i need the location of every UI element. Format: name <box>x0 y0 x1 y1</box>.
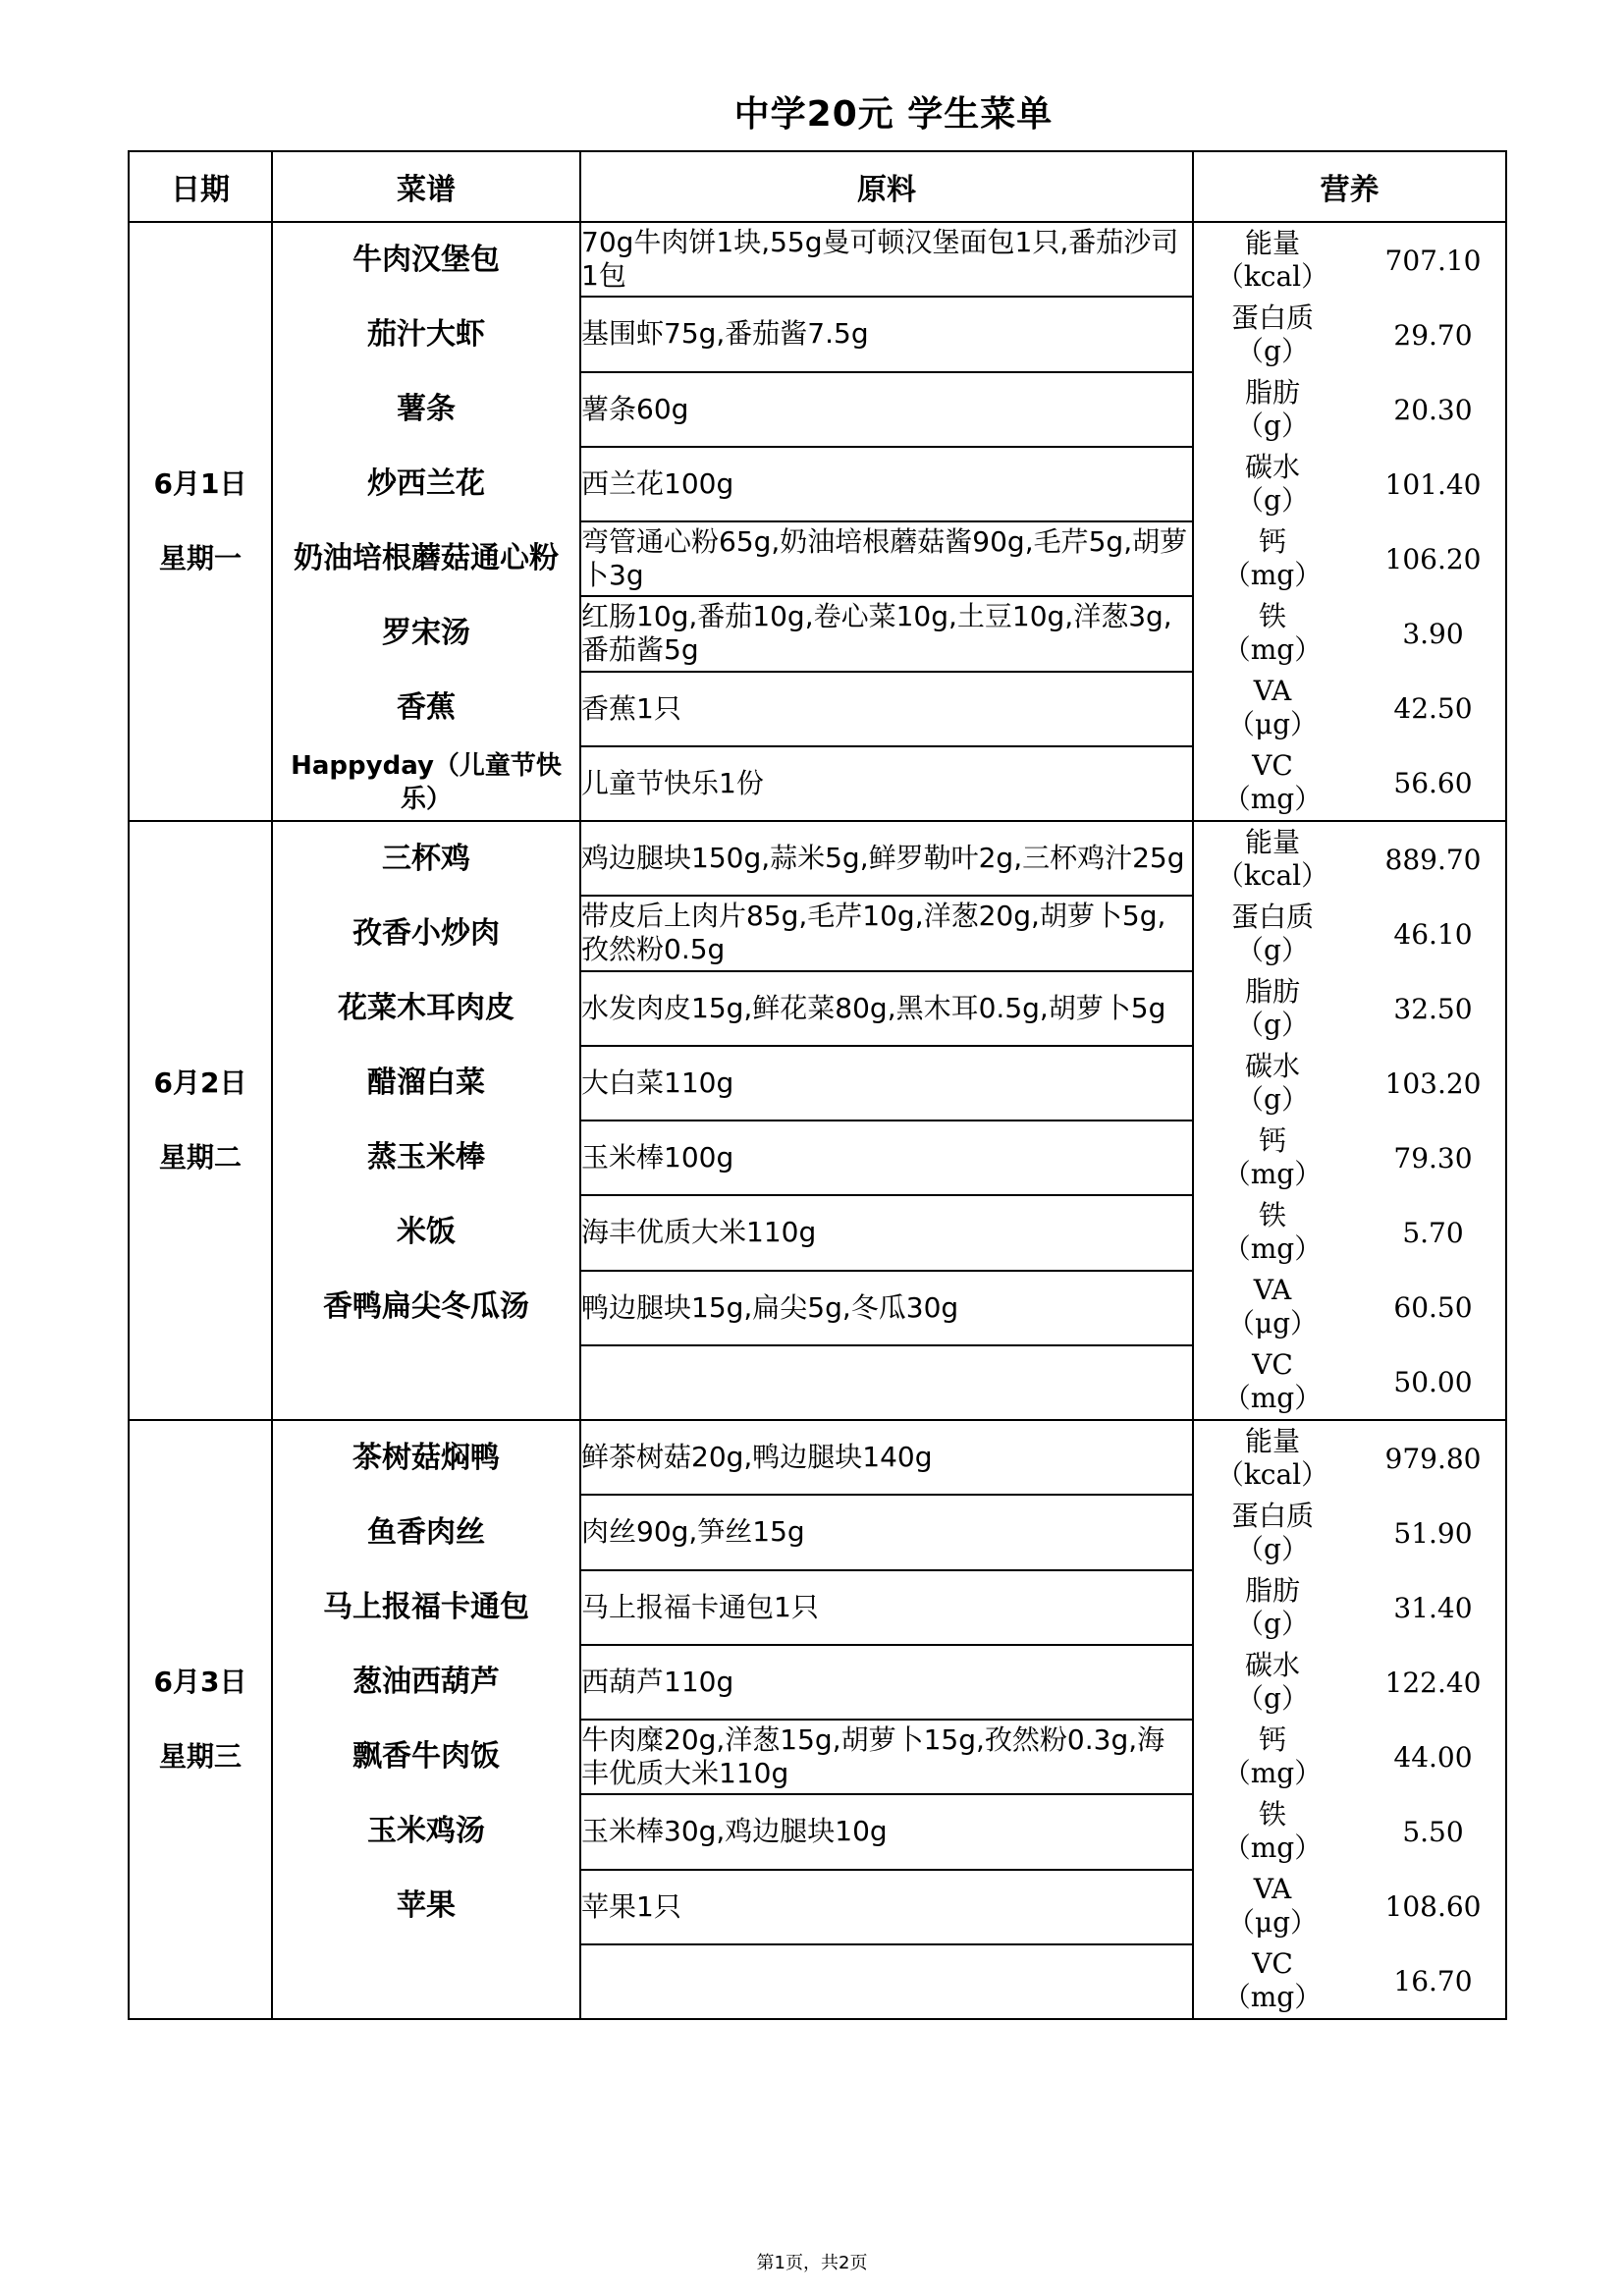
nutrition-label <box>1194 1873 1351 1940</box>
dish-list <box>272 1420 580 2019</box>
nutrition-row <box>1194 298 1505 372</box>
nutrient-value: 101.40 <box>1384 467 1482 501</box>
nutrition-label <box>1194 1798 1351 1865</box>
menu-table <box>128 150 1507 2020</box>
day-date: 6月2日 <box>153 1066 247 1099</box>
ingredient-cell: 玉米棒100g <box>580 1121 1193 1195</box>
dish-name: 香鸭扁尖冬瓜汤 <box>323 1289 529 1324</box>
ingredient-cell: 西兰花100g <box>580 447 1193 521</box>
dish-name: 茶树菇焖鸭 <box>352 1441 500 1475</box>
dish-name: 花菜木耳肉皮 <box>338 991 514 1025</box>
nutrient-name: 蛋白质 <box>1230 901 1314 933</box>
day-weekday: 星期一 <box>158 542 242 574</box>
ingredient-cell: 水发肉皮15g,鲜花菜80g,黑木耳0.5g,胡萝卜5g <box>580 971 1193 1046</box>
nutrient-unit: （mg） <box>1222 1158 1323 1190</box>
nutrient-unit: （μg） <box>1226 1906 1319 1939</box>
nutrition-label <box>1194 1947 1351 2014</box>
nutrition-row <box>1194 1794 1505 1869</box>
nutrient-unit: （mg） <box>1222 1757 1323 1789</box>
ingredient-cell: 儿童节快乐1份 <box>580 746 1193 821</box>
menu-row <box>129 222 1506 297</box>
nutrient-name: 能量 <box>1244 227 1300 259</box>
nutrition-label <box>1194 451 1351 518</box>
dish-name: 炒西兰花 <box>367 466 485 501</box>
nutrition-label <box>1194 1723 1351 1790</box>
nutrient-unit: （g） <box>1236 484 1309 517</box>
nutrient-value: 56.60 <box>1393 766 1473 799</box>
nutrition-list <box>1193 1420 1506 2019</box>
page-footer: 第1页，共2页 <box>756 2253 868 2273</box>
dish-name: 牛肉汉堡包 <box>352 243 500 277</box>
dish-name: 玉米鸡汤 <box>367 1814 485 1848</box>
nutrient-value: 60.50 <box>1393 1290 1473 1324</box>
nutrient-unit: （kcal） <box>1216 260 1329 293</box>
nutrition-row <box>1194 1720 1505 1794</box>
nutrient-name: 脂肪 <box>1244 1574 1300 1607</box>
nutrition-row <box>1194 1570 1505 1645</box>
ingredient-cell: 大白菜110g <box>580 1046 1193 1121</box>
nutrient-unit: （μg） <box>1226 1307 1319 1339</box>
nutrition-label <box>1194 1050 1351 1117</box>
nutrient-name: 碳水 <box>1244 1050 1300 1082</box>
ingredient-cell: 70g牛肉饼1块,55g曼可顿汉堡面包1只,番茄沙司1包 <box>580 222 1193 297</box>
nutrient-name: 蛋白质 <box>1230 1500 1314 1532</box>
nutrient-name: 碳水 <box>1244 1649 1300 1681</box>
ingredient-cell: 鸡边腿块150g,蒜米5g,鲜罗勒叶2g,三杯鸡汁25g <box>580 821 1193 896</box>
nutrient-name: 钙 <box>1258 1723 1286 1756</box>
nutrient-unit: （mg） <box>1222 1382 1323 1414</box>
dish-name: 鱼香肉丝 <box>367 1515 485 1550</box>
menu-row <box>129 1420 1506 1495</box>
ingredient-cell: 红肠10g,番茄10g,卷心菜10g,土豆10g,洋葱3g,番茄酱5g <box>580 596 1193 671</box>
day-date: 6月1日 <box>153 467 247 500</box>
nutrient-value: 16.70 <box>1393 1964 1473 1997</box>
nutrient-name: 钙 <box>1258 525 1286 558</box>
dish-list <box>272 821 580 1420</box>
nutrition-label <box>1194 376 1351 443</box>
nutrition-label <box>1194 675 1351 741</box>
nutrition-row <box>1194 1046 1505 1121</box>
nutrient-value: 20.30 <box>1393 393 1473 426</box>
nutrition-label <box>1194 1574 1351 1641</box>
nutrient-unit: （kcal） <box>1216 1458 1329 1491</box>
nutrient-unit: （g） <box>1236 410 1309 442</box>
menu-body <box>129 222 1506 2019</box>
nutrient-unit: （g） <box>1236 934 1309 966</box>
nutrient-value: 108.60 <box>1384 1889 1482 1923</box>
nutrient-value: 3.90 <box>1402 617 1464 650</box>
ingredient-cell: 苹果1只 <box>580 1870 1193 1944</box>
nutrition-list <box>1193 821 1506 1420</box>
nutrient-name: 脂肪 <box>1244 376 1300 409</box>
nutrient-unit: （g） <box>1236 1533 1309 1565</box>
nutrient-value: 103.20 <box>1384 1066 1482 1100</box>
dish-name: 薯条 <box>397 392 456 426</box>
dish-name: 葱油西葫芦 <box>352 1665 500 1699</box>
page-title: 中学20元 学生菜单 <box>733 94 1054 135</box>
ingredient-cell: 西葫芦110g <box>580 1645 1193 1720</box>
nutrient-value: 46.10 <box>1393 917 1473 951</box>
ingredient-cell <box>580 1345 1193 1420</box>
ingredient-cell: 牛肉糜20g,洋葱15g,胡萝卜15g,孜然粉0.3g,海丰优质大米110g <box>580 1720 1193 1794</box>
header-dish: 菜谱 <box>272 151 580 222</box>
nutrition-row <box>1194 1943 1505 2018</box>
dish-name: 奶油培根蘑菇通心粉 <box>294 541 559 575</box>
nutrient-value: 106.20 <box>1384 542 1482 575</box>
nutrition-label <box>1194 826 1351 893</box>
nutrient-unit: （mg） <box>1222 559 1323 591</box>
nutrition-row <box>1194 521 1505 596</box>
day-weekday: 星期二 <box>158 1141 242 1174</box>
nutrient-name: 脂肪 <box>1244 975 1300 1008</box>
ingredient-cell <box>580 1944 1193 2019</box>
nutrient-value: 979.80 <box>1384 1442 1482 1475</box>
ingredient-cell: 海丰优质大米110g <box>580 1195 1193 1270</box>
nutrient-unit: （g） <box>1236 1009 1309 1041</box>
ingredient-cell: 香蕉1只 <box>580 672 1193 746</box>
nutrient-name: VA <box>1253 675 1292 707</box>
nutrition-label <box>1194 1274 1351 1340</box>
dish-name: 醋溜白菜 <box>367 1066 485 1100</box>
dish-name: 苹果 <box>397 1888 456 1923</box>
nutrient-value: 79.30 <box>1393 1141 1473 1175</box>
day-cell <box>129 1420 272 2019</box>
nutrition-label <box>1194 1199 1351 1266</box>
nutrient-value: 122.40 <box>1384 1666 1482 1699</box>
nutrition-row <box>1194 372 1505 447</box>
day-weekday: 星期三 <box>158 1740 242 1773</box>
nutrient-value: 51.90 <box>1393 1516 1473 1550</box>
nutrient-value: 32.50 <box>1393 992 1473 1025</box>
nutrition-row <box>1194 971 1505 1046</box>
nutrition-row <box>1194 1195 1505 1270</box>
nutrient-value: 44.00 <box>1393 1740 1473 1774</box>
nutrient-unit: （mg） <box>1222 633 1323 666</box>
nutrition-row <box>1194 897 1505 971</box>
dish-name: 罗宋汤 <box>382 616 470 650</box>
nutrient-unit: （mg） <box>1222 1831 1323 1864</box>
nutrient-name: VA <box>1253 1873 1292 1905</box>
nutrition-row <box>1194 1270 1505 1344</box>
nutrient-unit: （g） <box>1236 1682 1309 1715</box>
nutrition-row <box>1194 745 1505 820</box>
nutrient-value: 5.70 <box>1402 1216 1464 1249</box>
header-row <box>129 151 1506 222</box>
nutrient-name: VC <box>1252 749 1293 782</box>
dish-name: 马上报福卡通包 <box>323 1590 529 1624</box>
dish-name: Happyday（儿童节快乐） <box>291 751 562 814</box>
dish-name: 茄汁大虾 <box>367 317 485 352</box>
dish-list <box>272 222 580 821</box>
ingredient-cell: 肉丝90g,笋丝15g <box>580 1495 1193 1569</box>
nutrition-row <box>1194 1421 1505 1496</box>
nutrition-label <box>1194 600 1351 667</box>
nutrient-unit: （μg） <box>1226 708 1319 740</box>
ingredient-cell: 带皮后上肉片85g,毛芹10g,洋葱20g,胡萝卜5g,孜然粉0.5g <box>580 896 1193 970</box>
nutrition-label <box>1194 1500 1351 1566</box>
nutrition-label <box>1194 1649 1351 1716</box>
nutrition-label <box>1194 975 1351 1042</box>
nutrition-label <box>1194 1425 1351 1492</box>
dish-name <box>273 1344 579 1419</box>
nutrition-label <box>1194 227 1351 294</box>
nutrition-row <box>1194 596 1505 671</box>
nutrition-label <box>1194 749 1351 816</box>
nutrition-label <box>1194 901 1351 967</box>
ingredient-cell: 玉米棒30g,鸡边腿块10g <box>580 1794 1193 1869</box>
ingredient-cell: 弯管通心粉65g,奶油培根蘑菇酱90g,毛芹5g,胡萝卜3g <box>580 521 1193 596</box>
nutrition-row <box>1194 1496 1505 1570</box>
header-nutrition: 营养 <box>1193 151 1506 222</box>
ingredient-cell: 基围虾75g,番茄酱7.5g <box>580 297 1193 371</box>
nutrient-unit: （kcal） <box>1216 859 1329 892</box>
nutrition-row <box>1194 1645 1505 1720</box>
nutrition-label <box>1194 301 1351 368</box>
day-cell <box>129 222 272 821</box>
nutrient-name: 碳水 <box>1244 451 1300 483</box>
nutrition-row <box>1194 447 1505 521</box>
nutrient-name: 铁 <box>1258 1798 1286 1831</box>
dish-name: 三杯鸡 <box>382 842 470 876</box>
day-date: 6月3日 <box>153 1666 247 1698</box>
dish-name <box>273 1943 579 2018</box>
nutrient-unit: （g） <box>1236 1083 1309 1116</box>
nutrient-value: 5.50 <box>1402 1815 1464 1848</box>
nutrient-unit: （g） <box>1236 335 1309 367</box>
dish-name: 米饭 <box>397 1215 456 1249</box>
nutrient-name: 能量 <box>1244 826 1300 858</box>
nutrient-unit: （mg） <box>1222 1981 1323 2013</box>
header-date: 日期 <box>129 151 272 222</box>
ingredient-cell: 薯条60g <box>580 372 1193 447</box>
nutrition-row <box>1194 1121 1505 1195</box>
nutrition-row <box>1194 1344 1505 1419</box>
header-ingredients: 原料 <box>580 151 1193 222</box>
nutrient-value: 31.40 <box>1393 1591 1473 1624</box>
nutrient-value: 29.70 <box>1393 318 1473 352</box>
nutrient-unit: （g） <box>1236 1608 1309 1640</box>
ingredient-cell: 马上报福卡通包1只 <box>580 1570 1193 1645</box>
nutrient-name: 铁 <box>1258 1199 1286 1231</box>
nutrient-name: 能量 <box>1244 1425 1300 1457</box>
menu-row <box>129 821 1506 896</box>
nutrient-name: 钙 <box>1258 1124 1286 1157</box>
dish-name: 香蕉 <box>397 690 456 725</box>
nutrient-unit: （mg） <box>1222 1232 1323 1265</box>
nutrient-name: VC <box>1252 1348 1293 1381</box>
nutrition-label <box>1194 1124 1351 1191</box>
nutrition-row <box>1194 223 1505 298</box>
nutrition-label <box>1194 525 1351 592</box>
dish-name: 孜香小炒肉 <box>352 916 500 951</box>
ingredient-cell: 鲜茶树菇20g,鸭边腿块140g <box>580 1420 1193 1495</box>
nutrient-value: 707.10 <box>1384 244 1482 277</box>
nutrient-name: VA <box>1253 1274 1292 1306</box>
nutrient-unit: （mg） <box>1222 783 1323 815</box>
nutrient-value: 42.50 <box>1393 691 1473 725</box>
nutrient-value: 50.00 <box>1393 1365 1473 1398</box>
nutrient-name: 铁 <box>1258 600 1286 632</box>
nutrition-label <box>1194 1348 1351 1415</box>
nutrition-row <box>1194 1869 1505 1943</box>
nutrient-value: 889.70 <box>1384 843 1482 876</box>
nutrition-row <box>1194 671 1505 745</box>
nutrition-list <box>1193 222 1506 821</box>
nutrient-name: 蛋白质 <box>1230 301 1314 334</box>
day-cell <box>129 821 272 1420</box>
ingredient-cell: 鸭边腿块15g,扁尖5g,冬瓜30g <box>580 1271 1193 1345</box>
dish-name: 飘香牛肉饭 <box>352 1739 500 1774</box>
nutrient-name: VC <box>1252 1947 1293 1980</box>
dish-name: 蒸玉米棒 <box>367 1140 485 1175</box>
nutrition-row <box>1194 822 1505 897</box>
